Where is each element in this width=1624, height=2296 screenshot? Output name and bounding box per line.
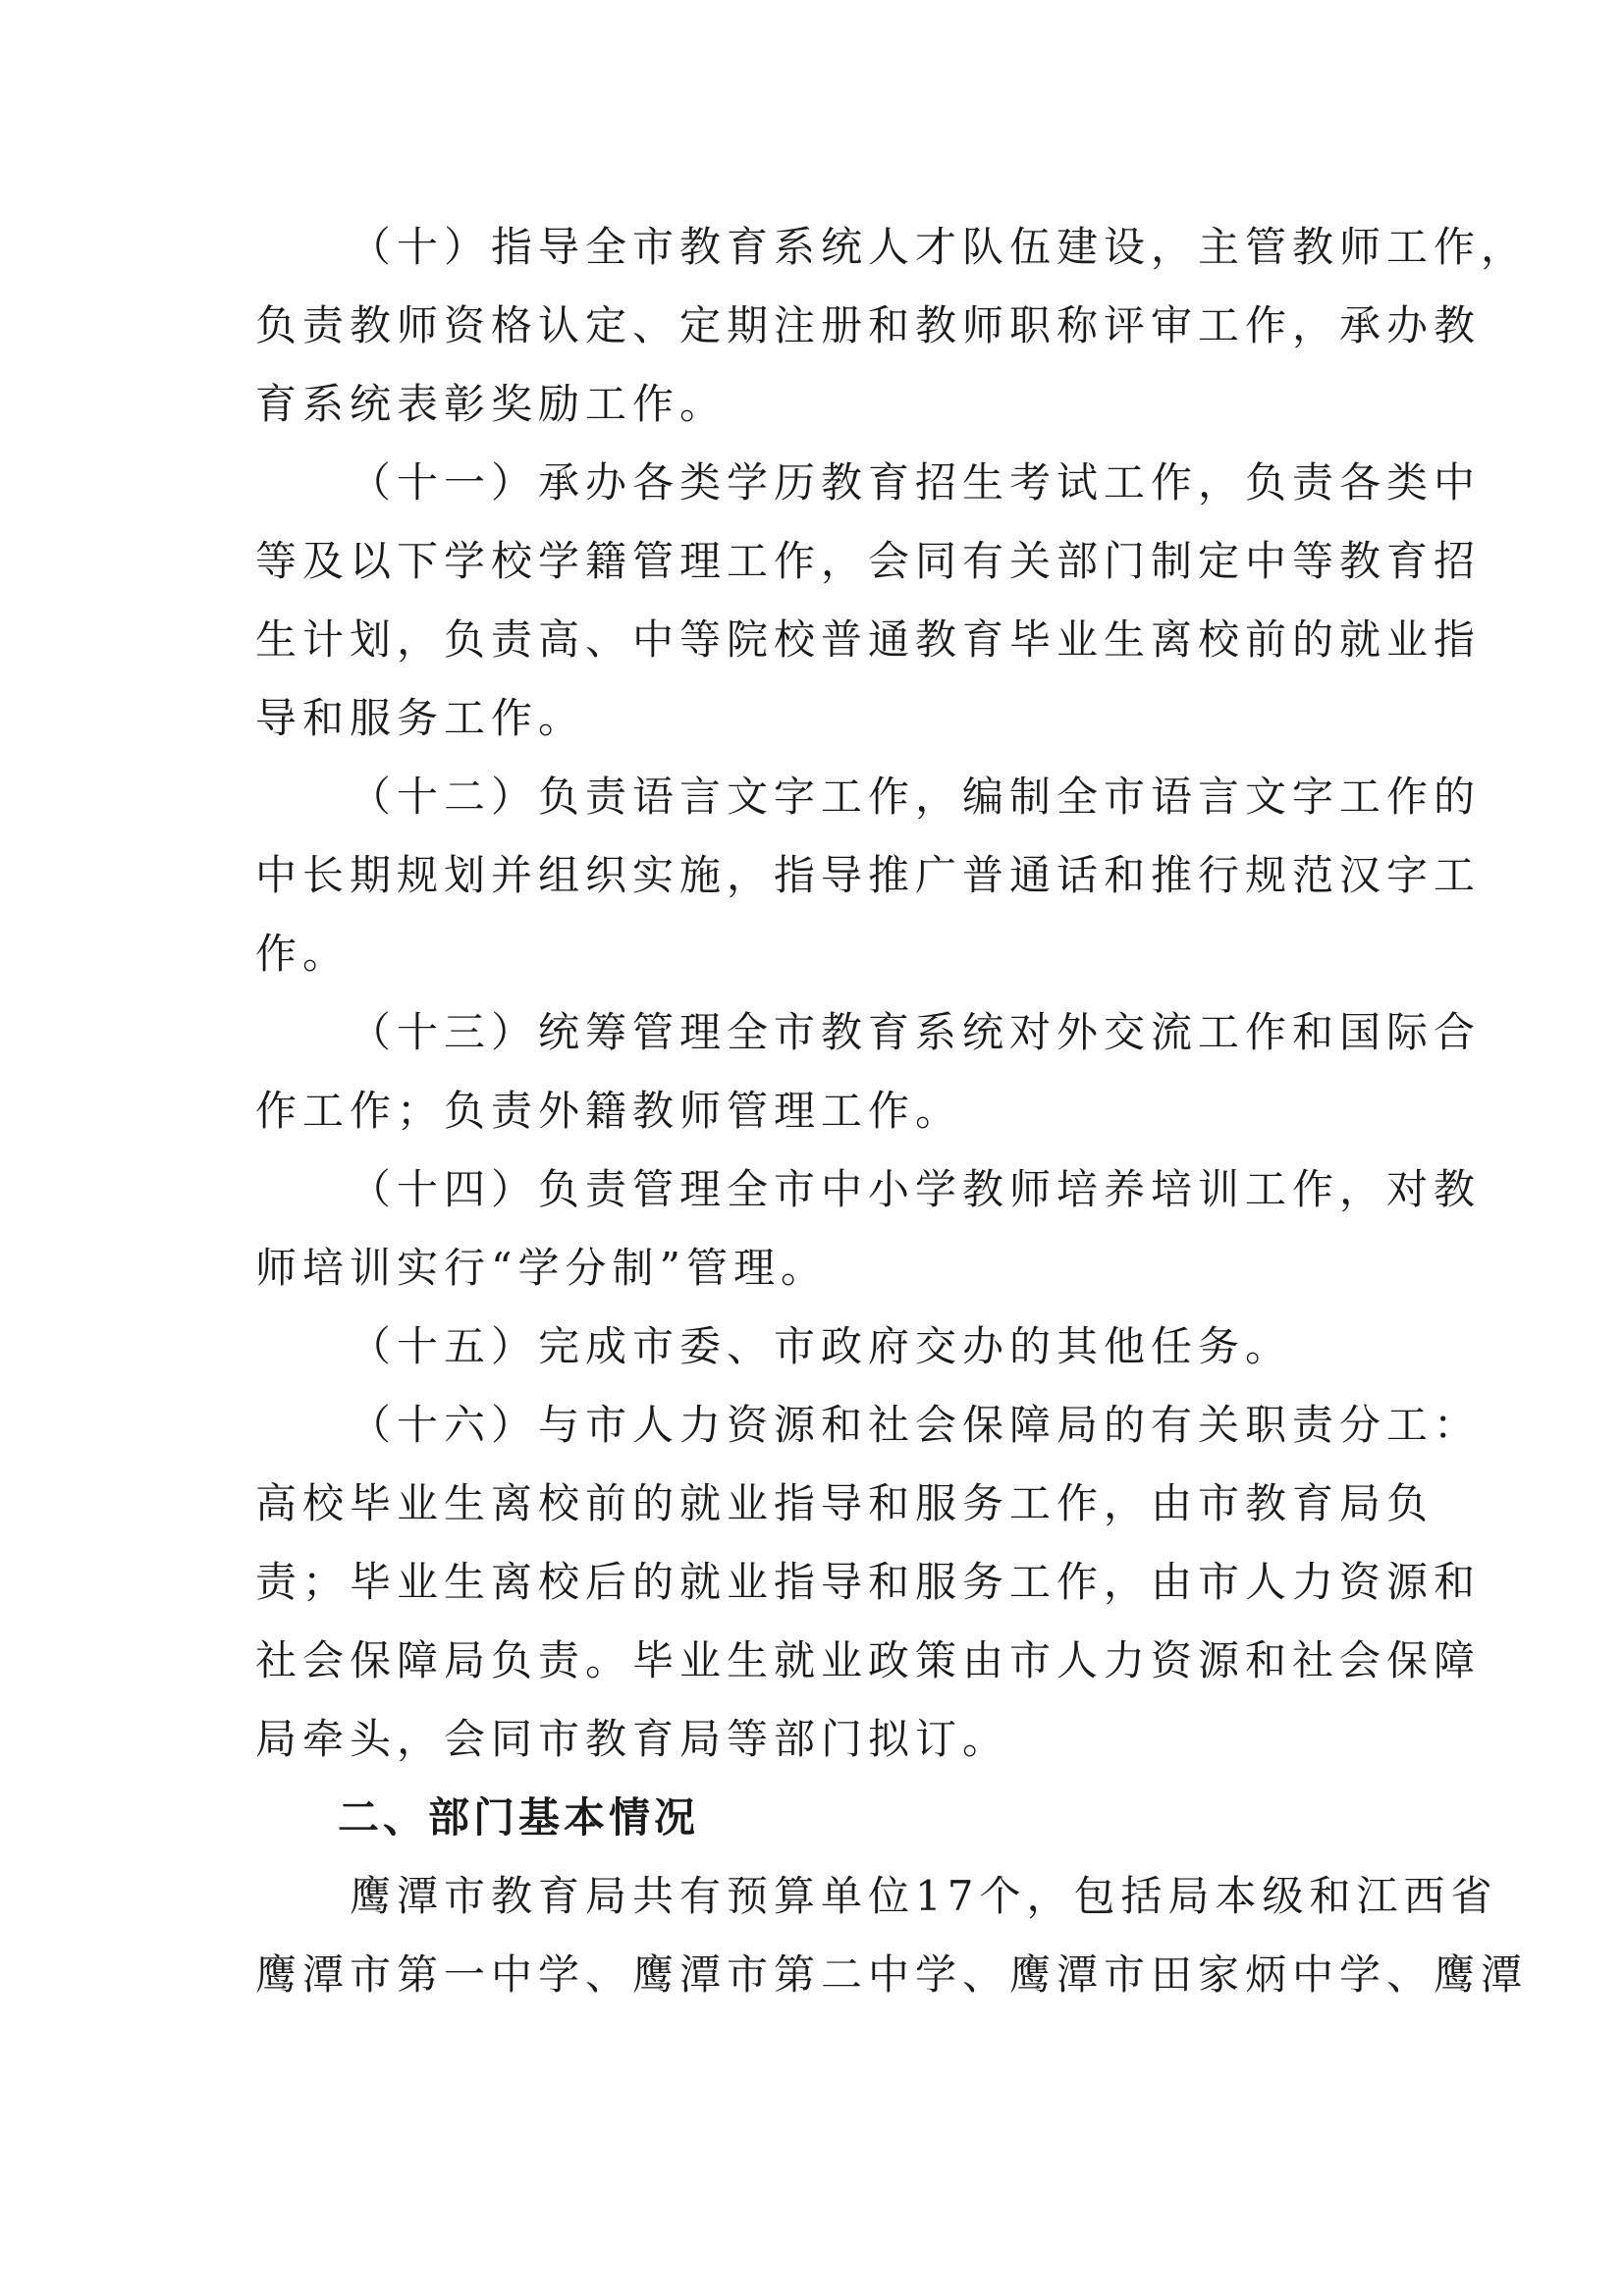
- paragraph-12-line-1: （十二）负责语言文字工作，编制全市语言文字工作的: [350, 773, 1482, 821]
- paragraph-11-line-2: 等及以下学校学籍管理工作，会同有关部门制定中等教育招: [255, 537, 1482, 585]
- paragraph-basic-line-1: 鹰潭市教育局共有预算单位17个，包括局本级和江西省: [350, 1872, 1498, 1920]
- paragraph-10-line-2: 负责教师资格认定、定期注册和教师职称评审工作，承办教: [255, 301, 1482, 349]
- paragraph-13-line-1: （十三）统筹管理全市教育系统对外交流工作和国际合: [350, 1008, 1482, 1056]
- paragraph-13-line-2: 作工作；负责外籍教师管理工作。: [255, 1087, 963, 1135]
- paragraph-10-line-1: （十）指导全市教育系统人才队伍建设，主管教师工作，: [350, 223, 1529, 271]
- paragraph-15-line-1: （十五）完成市委、市政府交办的其他任务。: [350, 1322, 1293, 1370]
- paragraph-basic-line-2: 鹰潭市第一中学、鹰潭市第二中学、鹰潭市田家炳中学、鹰潭: [255, 1950, 1529, 1999]
- paragraph-16-line-2: 高校毕业生离校前的就业指导和服务工作，由市教育局负: [255, 1479, 1435, 1527]
- section-heading: 二、部门基本情况: [338, 1793, 700, 1842]
- paragraph-11-line-4: 导和服务工作。: [255, 694, 586, 742]
- paragraph-14-line-1: （十四）负责管理全市中小学教师培养培训工作，对教: [350, 1165, 1482, 1213]
- paragraph-12-line-2: 中长期规划并组织实施，指导推广普通话和推行规范汉字工: [255, 851, 1482, 899]
- paragraph-11-line-3: 生计划，负责高、中等院校普通教育毕业生离校前的就业指: [255, 615, 1482, 664]
- paragraph-12-line-3: 作。: [255, 930, 351, 978]
- paragraph-11-line-1: （十一）承办各类学历教育招生考试工作，负责各类中: [350, 458, 1482, 507]
- paragraph-10-line-3: 育系统表彰奖励工作。: [255, 380, 728, 428]
- paragraph-16-line-1: （十六）与市人力资源和社会保障局的有关职责分工：: [350, 1401, 1482, 1449]
- paragraph-14-line-2: 师培训实行“学分制”管理。: [255, 1244, 828, 1292]
- paragraph-16-line-4: 社会保障局负责。毕业生就业政策由市人力资源和社会保障: [255, 1636, 1482, 1684]
- paragraph-16-line-3: 责；毕业生离校后的就业指导和服务工作，由市人力资源和: [255, 1558, 1482, 1606]
- paragraph-16-line-5: 局牵头，会同市教育局等部门拟订。: [255, 1715, 1010, 1763]
